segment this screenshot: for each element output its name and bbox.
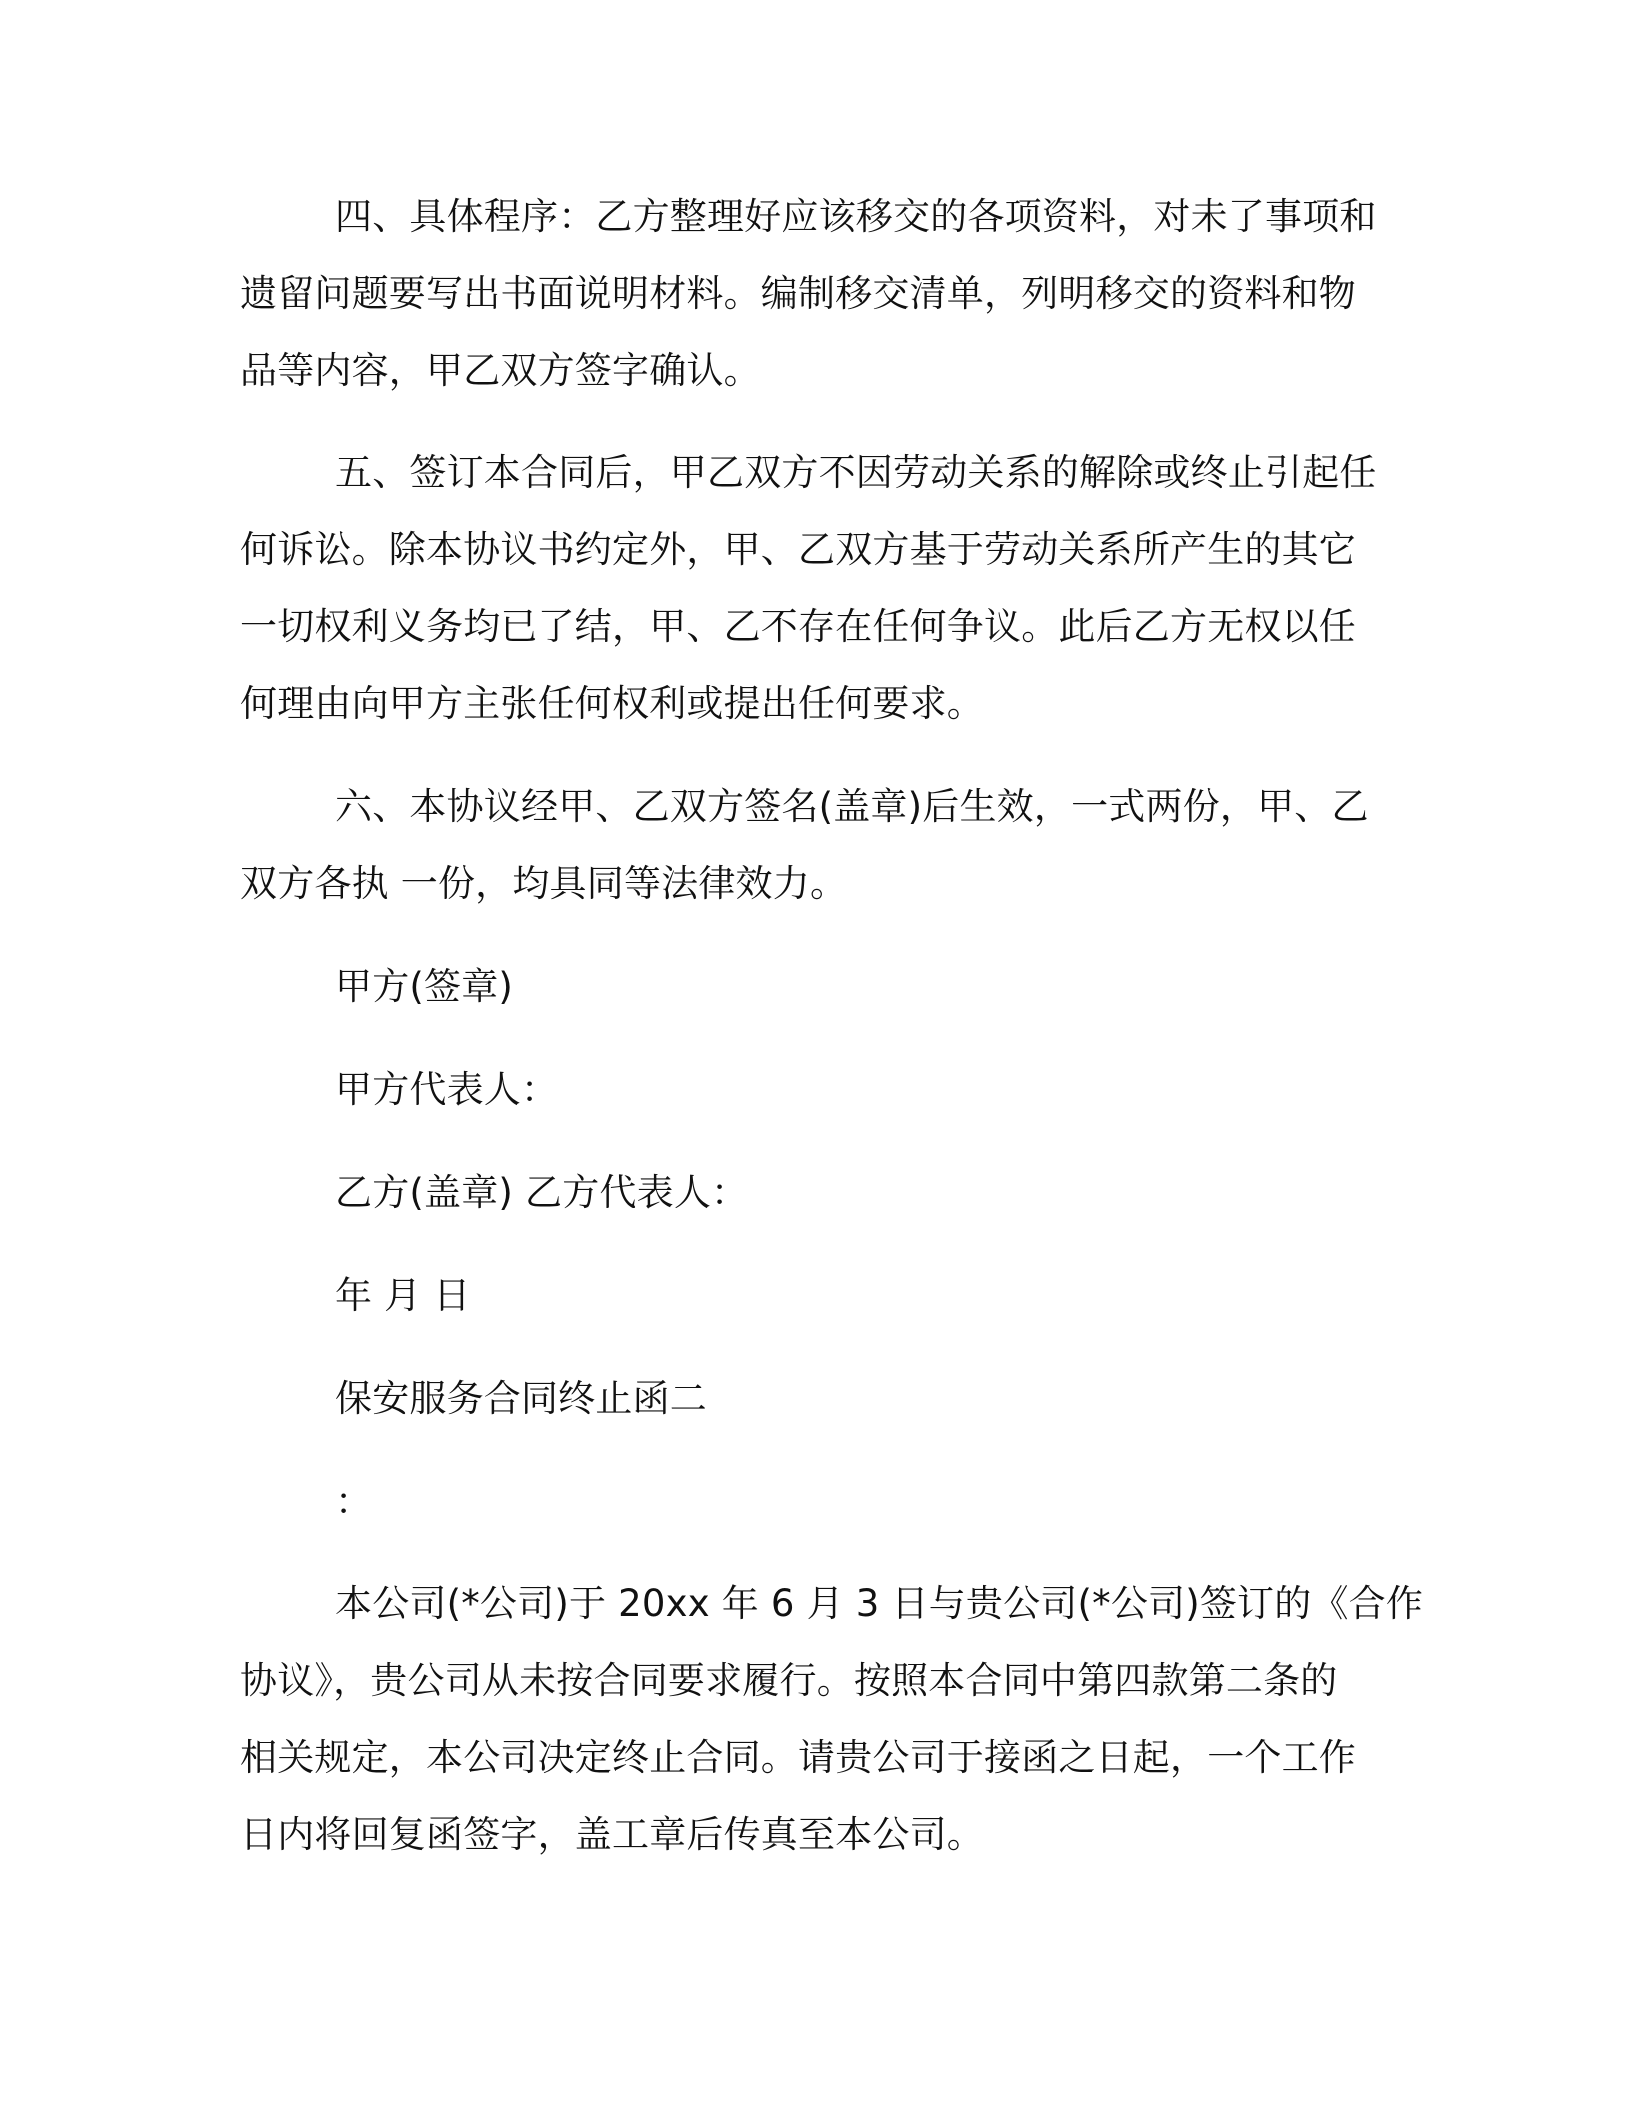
clause-5-line-2: 何诉讼。除本协议书约定外，甲、乙双方基于劳动关系所产生的其它 [240,528,1356,571]
letter-title: 保安服务合同终止函二 [335,1377,707,1420]
party-b-seal-representative: 乙方(盖章) 乙方代表人： [335,1171,749,1214]
clause-4-line-3: 品等内容，甲乙双方签字确认。 [240,349,761,392]
clause-6-line-2: 双方各执 一份，均具同等法律效力。 [240,862,848,905]
letter-body-line-4: 日内将回复函签字，盖工章后传真至本公司。 [240,1813,984,1856]
letter-body-line-1: 本公司(*公司)于 20xx 年 6 月 3 日与贵公司(*公司)签订的《合作 [335,1582,1424,1625]
clause-5-line-4: 何理由向甲方主张任何权利或提出任何要求。 [240,682,984,725]
clause-4-line-1: 四、具体程序：乙方整理好应该移交的各项资料，对未了事项和 [335,195,1377,238]
signature-date: 年 月 日 [335,1274,471,1317]
clause-5-line-3: 一切权利义务均已了结，甲、乙不存在任何争议。此后乙方无权以任 [240,605,1356,648]
clause-4-line-2: 遗留问题要写出书面说明材料。编制移交清单，列明移交的资料和物 [240,272,1356,315]
letter-salutation: ： [335,1480,373,1523]
letter-body-line-3: 相关规定，本公司决定终止合同。请贵公司于接函之日起，一个工作 [240,1736,1356,1779]
letter-body-line-2: 协议》，贵公司从未按合同要求履行。按照本合同中第四款第二条的 [240,1659,1338,1702]
party-a-representative: 甲方代表人： [335,1068,559,1111]
clause-5-line-1: 五、签订本合同后，甲乙双方不因劳动关系的解除或终止引起任 [335,451,1377,494]
party-a-seal: 甲方(签章) [335,965,514,1008]
clause-6-line-1: 六、本协议经甲、乙双方签名(盖章)后生效，一式两份，甲、乙 [335,785,1369,828]
